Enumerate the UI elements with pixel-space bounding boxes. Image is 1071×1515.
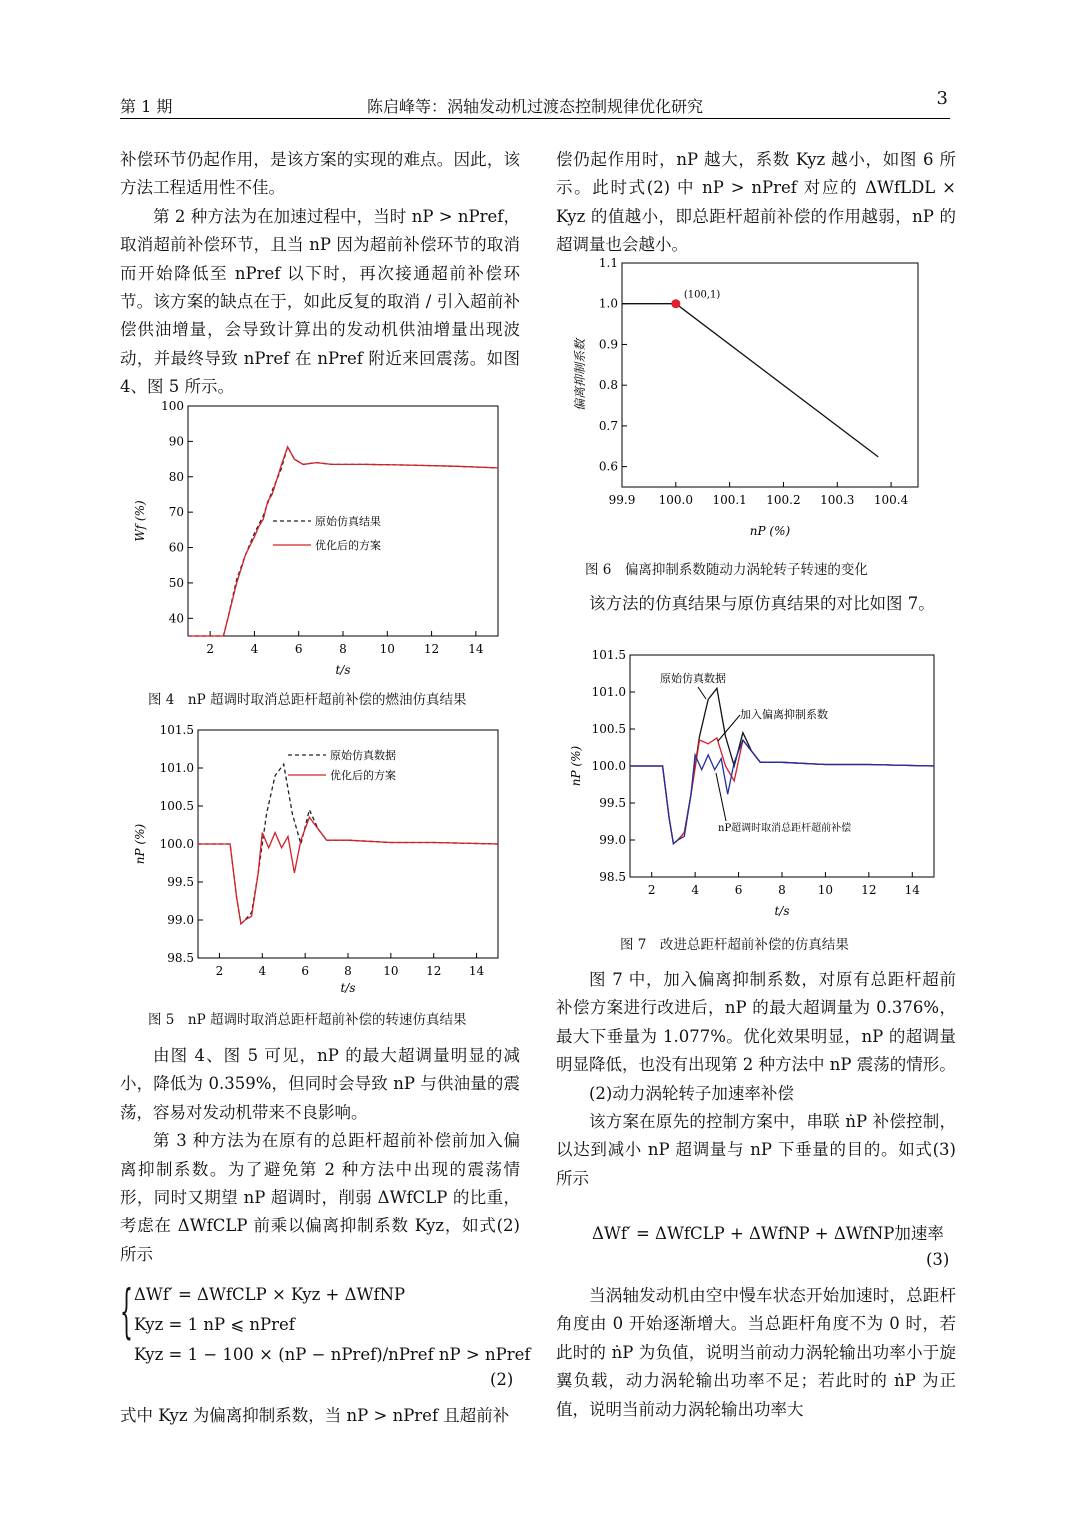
right-paragraph-3: 图 7 中，加入偏离抑制系数，对原有总距杆超前补偿方案进行改进后，nP 的最大超调量为 0.376%，最大下垂量为 1.077%。优化效果明显，nP 的超调量明显降低，也没有出现第 2 种方法中 nP 震荡的情形。: [556, 970, 956, 1075]
fig4-y-tick-label: 80: [168, 469, 184, 484]
fig5-x-tick-label: 4: [258, 964, 267, 978]
right-column-end: [556, 1282, 956, 1424]
figure-4-chart: [130, 398, 520, 683]
fig7-annotation-original: 原始仿真数据: [660, 672, 726, 685]
equation-3: ΔWf′ = ΔWfCLP + ΔWfNP + ΔWfNP加速率: [592, 1224, 944, 1243]
fig4-x-tick-label: 14: [468, 642, 484, 656]
fig6-x-tick-label: 100.2: [766, 493, 801, 507]
fig6-series-line-0: [622, 304, 878, 457]
equation-2: { ΔWf′ = ΔWfCLP × Kyz + ΔWfNP Kyz = 1 nP ⩽ nPref Kyz = 1 − 100 × (nP − nPref)/nPref nP > nPref: [120, 1280, 530, 1370]
fig7-y-axis-label: nP (%): [569, 745, 583, 787]
fig5-plot-frame: [198, 730, 498, 958]
fig7-x-tick-label: 12: [861, 883, 877, 897]
fig6-x-axis-label: nP (%): [749, 524, 791, 538]
fig6-y-tick-label: 1.1: [598, 256, 618, 270]
left-column-top: [120, 146, 520, 402]
fig6-y-tick-label: 0.9: [598, 337, 618, 352]
fig4-y-tick-label: 90: [168, 434, 184, 449]
equation-3-number: (3): [926, 1250, 950, 1269]
fig5-x-tick-label: 6: [301, 964, 309, 978]
fig7-y-tick-label: 98.5: [599, 870, 626, 884]
fig7-y-tick-label: 99.0: [599, 833, 626, 847]
fig4-y-tick-label: 60: [168, 540, 184, 555]
figure-6-caption: 图 6 偏离抑制系数随动力涡轮转子转速的变化: [585, 562, 868, 578]
fig7-annotation-cancel: nP超调时取消总距杆超前补偿: [718, 823, 852, 834]
right-paragraph-5: 当涡轴发动机由空中慢车状态开始加速时，总距杆角度由 0 开始逐渐增大。当总距杆角度不为 0 时，若此时的 ṅP 为负值，说明当前动力涡轮输出功率小于旋翼负载，动力涡轮输出功率不足；若此时的 ṅP 为正值，说明当前动力涡轮输出功率大: [556, 1286, 956, 1419]
fig4-x-tick-label: 12: [423, 642, 440, 656]
fig5-x-tick-label: 8: [344, 964, 352, 978]
right-column-mid: [556, 590, 956, 618]
right-paragraph-2: 该方法的仿真结果与原仿真结果的对比如图 7。: [589, 594, 935, 613]
left-column-end: [120, 1402, 520, 1430]
fig7-y-tick-label: 100.5: [591, 722, 626, 736]
fig5-y-tick-label: 100.0: [159, 837, 194, 851]
fig7-y-tick-label: 99.5: [599, 796, 626, 810]
left-paragraph-1: 补偿环节仍起作用，是该方案的实现的难点。因此，该方法工程适用性不佳。: [120, 150, 520, 198]
equation-2-line-2: Kyz = 1 nP ⩽ nPref: [134, 1315, 295, 1334]
fig4-x-tick-label: 10: [379, 642, 395, 656]
fig6-annotation: (100,1): [683, 289, 721, 301]
fig7-annotation-arrow: [698, 687, 706, 699]
fig7-plot-frame: [630, 655, 934, 877]
fig5-x-tick-label: 2: [215, 964, 224, 978]
figure-7-caption: 图 7 改进总距杆超前补偿的仿真结果: [620, 937, 849, 953]
left-paragraph-5: 式中 Kyz 为偏离抑制系数，当 nP > nPref 且超前补: [120, 1406, 510, 1425]
page-number: 3: [936, 88, 948, 109]
header-title: 陈启峰等：涡轴发动机过渡态控制规律优化研究: [366, 97, 703, 116]
left-column-bottom: [120, 1042, 520, 1269]
fig4-x-tick-label: 2: [206, 642, 214, 656]
fig4-x-tick-label: 4: [250, 642, 259, 656]
fig5-y-tick-label: 101.5: [159, 723, 194, 737]
fig6-x-tick-label: 100.1: [712, 493, 747, 507]
fig7-annotation-suppress: 加入偏离抑制系数: [740, 708, 828, 721]
fig4-x-axis-label: t/s: [335, 663, 351, 677]
fig4-legend-entry: 原始仿真结果: [315, 515, 381, 528]
fig5-y-axis-label: nP (%): [133, 823, 147, 865]
figure-5-chart: [130, 722, 520, 1002]
fig6-x-tick-label: 100.4: [873, 493, 909, 507]
fig7-y-tick-label: 100.0: [591, 759, 626, 773]
figure-4-caption: 图 4 nP 超调时取消总距杆超前补偿的燃油仿真结果: [148, 692, 467, 708]
fig6-marker-point: [671, 299, 680, 308]
fig4-y-tick-label: 100: [161, 399, 184, 413]
fig4-y-axis-label: Wf (%): [133, 500, 147, 542]
left-paragraph-2: 第 2 种方法为在加速过程中，当时 nP > nPref，取消超前补偿环节，且当 nP 因为超前补偿环节的取消而开始降低至 nPref 以下时，再次接通超前补偿环节。该方案的缺点在于，如此反复的取消 / 引入超前补偿供油增量，会导致计算出的发动机供油增量出现波动，并最终导致 nPref 在 nPref 附近来回震荡。如图 4、图 5 所示。: [120, 206, 520, 397]
fig7-x-axis-label: t/s: [774, 904, 790, 918]
fig6-y-tick-label: 0.6: [598, 459, 618, 474]
fig5-x-tick-label: 10: [383, 964, 399, 978]
fig4-legend-entry: 优化后的方案: [315, 539, 381, 552]
fig7-annotation-arrow: [718, 715, 740, 741]
fig5-series-line-1: [198, 817, 498, 923]
fig5-series-line-0: [198, 764, 498, 924]
fig5-x-tick-label: 12: [426, 964, 442, 978]
fig4-y-tick-label: 70: [168, 505, 184, 520]
right-paragraph-1: 偿仍起作用时，nP 越大，系数 Kyz 越小，如图 6 所示。此时式(2) 中 nP > nPref 对应的 ΔWfLDL × Kyz 的值越小，即总距杆超前补偿的作用越弱，nP 的超调量也会越小。: [556, 150, 956, 255]
fig7-x-tick-label: 10: [817, 883, 834, 897]
fig7-y-tick-label: 101.5: [591, 648, 626, 662]
figure-7-chart: [568, 645, 948, 925]
figure-6-chart: [570, 255, 930, 545]
fig5-legend-entry: 原始仿真数据: [330, 749, 396, 762]
fig7-x-tick-label: 6: [734, 883, 743, 897]
fig5-y-tick-label: 99.0: [167, 913, 194, 927]
fig6-y-axis-label: 偏离抑制系数: [573, 338, 587, 412]
right-heading-2: (2)动力涡轮转子加速率补偿: [589, 1083, 794, 1103]
fig6-y-tick-label: 1.0: [598, 296, 618, 311]
equation-2-line-1: ΔWf′ = ΔWfCLP × Kyz + ΔWfNP: [134, 1285, 406, 1304]
fig7-x-tick-label: 8: [778, 883, 786, 897]
fig4-y-tick-label: 40: [168, 611, 184, 626]
fig4-x-tick-label: 8: [339, 642, 347, 656]
left-paragraph-3: 由图 4、图 5 可见，nP 的最大超调量明显的减小，降低为 0.359%，但同时会导致 nP 与供油量的震荡，容易对发动机带来不良影响。: [120, 1046, 520, 1122]
fig6-y-tick-label: 0.7: [598, 418, 618, 433]
fig6-x-tick-label: 100.0: [658, 493, 693, 507]
fig5-y-tick-label: 100.5: [159, 799, 194, 813]
figure-5-caption: 图 5 nP 超调时取消总距杆超前补偿的转速仿真结果: [148, 1012, 467, 1028]
right-paragraph-4: 该方案在原先的控制方案中，串联 ṅP 补偿控制，以达到减小 nP 超调量与 nP 下垂量的目的。如式(3) 所示: [556, 1112, 956, 1188]
fig7-x-tick-label: 2: [647, 883, 656, 897]
fig5-x-tick-label: 14: [468, 964, 485, 978]
equation-2-number: (2): [490, 1370, 514, 1389]
equation-2-line-3: Kyz = 1 − 100 × (nP − nPref)/nPref nP > nPref: [134, 1345, 531, 1364]
right-column-top: [556, 146, 956, 260]
fig7-y-tick-label: 101.0: [591, 685, 626, 699]
fig5-x-axis-label: t/s: [340, 981, 356, 995]
fig6-x-tick-label: 100.3: [820, 493, 855, 507]
fig7-x-tick-label: 4: [691, 883, 699, 897]
fig5-legend-entry: 优化后的方案: [330, 769, 396, 782]
left-paragraph-4: 第 3 种方法为在原有的总距杆超前补偿前加入偏离抑制系数。为了避免第 2 种方法中出现的震荡情形，同时又期望 nP 超调时，削弱 ΔWfCLP 的比重，考虑在 ΔWfCLP 前乘以偏离抑制系数 Kyz，如式(2) 所示: [120, 1131, 520, 1264]
right-column-bottom: [556, 966, 956, 1193]
fig5-y-tick-label: 98.5: [167, 951, 194, 965]
fig6-y-tick-label: 0.8: [598, 378, 618, 393]
issue-label: 第 1 期: [120, 97, 173, 116]
fig4-y-tick-label: 50: [168, 575, 184, 590]
fig6-x-tick-label: 99.9: [608, 493, 636, 507]
fig5-y-tick-label: 99.5: [167, 875, 194, 889]
fig4-x-tick-label: 6: [294, 642, 303, 656]
fig7-x-tick-label: 14: [904, 883, 920, 897]
running-header: [120, 88, 950, 119]
fig5-y-tick-label: 101.0: [159, 761, 194, 775]
